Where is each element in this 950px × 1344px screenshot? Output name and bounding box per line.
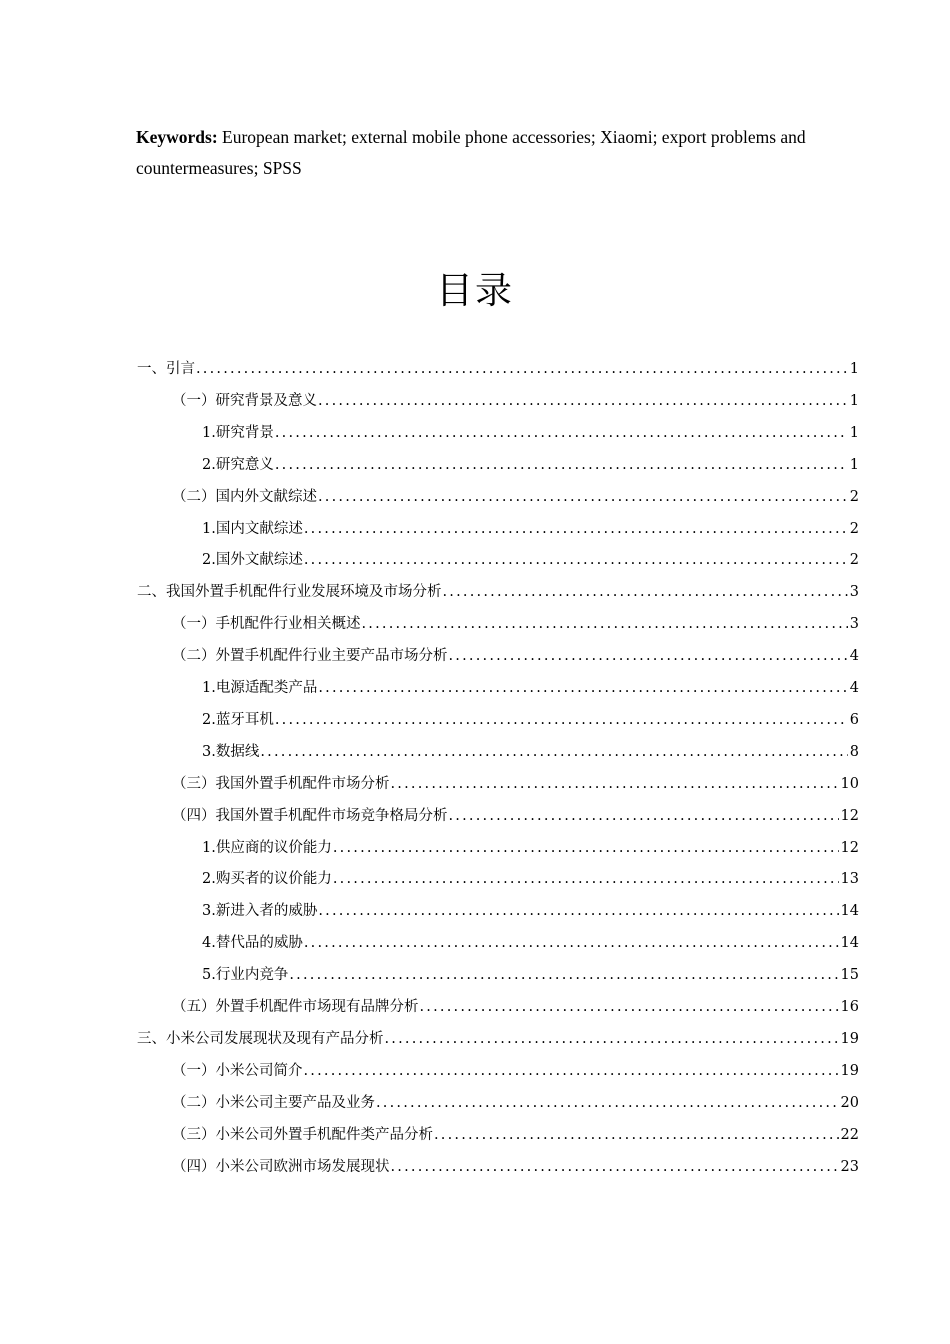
toc-entry[interactable] xyxy=(202,896,859,926)
toc-dot-leader xyxy=(275,450,848,480)
toc-entry-title: 1.国内文献综述 xyxy=(202,520,303,537)
toc-dot-leader xyxy=(318,386,848,416)
toc-page-number: 22 xyxy=(840,1126,859,1143)
toc-entry[interactable] xyxy=(202,673,859,703)
toc-dot-leader xyxy=(304,545,848,575)
keywords-paragraph xyxy=(136,122,846,184)
toc-entry-title: （一）小米公司简介 xyxy=(172,1062,303,1079)
toc-entry[interactable] xyxy=(172,769,859,799)
toc-page-number: 23 xyxy=(840,1158,859,1175)
toc-entry-title: 2.国外文献综述 xyxy=(202,552,303,569)
toc-page-number: 3 xyxy=(849,616,859,633)
toc-page-number: 1 xyxy=(849,392,859,409)
toc-entry[interactable] xyxy=(172,641,859,671)
toc-entry[interactable] xyxy=(202,833,859,863)
toc-page-number: 1 xyxy=(849,361,859,377)
toc-entry[interactable] xyxy=(137,577,859,607)
keywords-label: Keywords: xyxy=(136,127,218,147)
toc-dot-leader xyxy=(304,1056,839,1086)
toc-entry-title: 1.供应商的议价能力 xyxy=(202,839,332,856)
toc-page-number: 4 xyxy=(849,680,859,696)
toc-page-number: 8 xyxy=(849,743,859,760)
toc-entry-title: 一、引言 xyxy=(137,361,195,377)
toc-page-number: 2 xyxy=(849,520,859,537)
toc-dot-leader xyxy=(275,418,848,448)
toc-dot-leader xyxy=(385,1024,839,1054)
toc-entry[interactable] xyxy=(137,1024,859,1054)
toc-entry[interactable] xyxy=(137,354,859,384)
toc-entry[interactable] xyxy=(172,1056,859,1086)
keywords-text: European market; external mobile phone accessories; Xiaomi; export problems and countermeasures; SPSS xyxy=(136,127,806,178)
toc-entry-title: 2.购买者的议价能力 xyxy=(202,871,332,888)
toc-dot-leader xyxy=(289,960,838,990)
toc-page-number: 3 xyxy=(849,584,859,601)
toc-dot-leader xyxy=(333,833,839,863)
toc-dot-leader xyxy=(362,609,848,639)
toc-entry-title: 4.替代品的威胁 xyxy=(202,935,303,952)
toc-entry-title: （四）我国外置手机配件市场竞争格局分析 xyxy=(172,807,448,824)
toc-entry[interactable] xyxy=(202,514,859,544)
toc-entry-title: （五）外置手机配件市场现有品牌分析 xyxy=(172,999,419,1015)
toc-entry[interactable] xyxy=(202,545,859,575)
toc-entry-title: （四）小米公司欧洲市场发展现状 xyxy=(172,1158,390,1175)
toc-dot-leader xyxy=(304,514,848,544)
toc-dot-leader xyxy=(196,354,848,384)
toc-entry[interactable] xyxy=(202,418,859,448)
toc-entry-title: （二）国内外文献综述 xyxy=(172,488,317,505)
toc-dot-leader xyxy=(376,1088,839,1118)
toc-entry[interactable] xyxy=(172,1088,859,1118)
toc-page-number: 19 xyxy=(840,1030,859,1047)
toc-entry-title: （二）外置手机配件行业主要产品市场分析 xyxy=(172,648,448,665)
toc-dot-leader xyxy=(260,737,847,767)
toc-entry-title: 2.研究意义 xyxy=(202,456,274,473)
toc-entry-title: 3.新进入者的威胁 xyxy=(202,903,318,920)
toc-dot-leader xyxy=(449,801,839,831)
toc-dot-leader xyxy=(304,928,839,958)
toc-page-number: 16 xyxy=(840,999,859,1015)
toc-entry-title: （一）研究背景及意义 xyxy=(172,392,317,409)
toc-page-number: 20 xyxy=(840,1094,859,1111)
toc-dot-leader xyxy=(333,864,839,894)
toc-page-number: 1 xyxy=(849,424,859,441)
toc-page-number: 15 xyxy=(840,967,859,984)
toc-entry[interactable] xyxy=(172,992,859,1022)
toc-entry-title: 1.电源适配类产品 xyxy=(202,680,318,696)
toc-page-number: 2 xyxy=(849,552,859,569)
toc-page-number: 12 xyxy=(840,807,859,824)
toc-entry-title: 5.行业内竞争 xyxy=(202,967,289,984)
toc-dot-leader xyxy=(318,673,847,703)
toc-entry[interactable] xyxy=(172,482,859,512)
toc-page-number: 19 xyxy=(840,1062,859,1079)
toc-dot-leader xyxy=(434,1120,839,1150)
toc-page-number: 2 xyxy=(849,488,859,505)
toc-page-number: 4 xyxy=(849,648,859,665)
toc-page-number: 10 xyxy=(840,775,859,792)
toc-page-number: 14 xyxy=(840,903,859,920)
toc-dot-leader xyxy=(443,577,848,607)
toc-dot-leader xyxy=(275,705,848,735)
toc-entry[interactable] xyxy=(202,450,859,480)
toc-dot-leader xyxy=(391,769,839,799)
toc-entry[interactable] xyxy=(172,609,859,639)
toc-entry[interactable] xyxy=(172,1120,859,1150)
toc-dot-leader xyxy=(449,641,848,671)
toc-entry[interactable] xyxy=(172,801,859,831)
toc-entry-title: 二、我国外置手机配件行业发展环境及市场分析 xyxy=(137,584,442,601)
toc-entry-title: （三）小米公司外置手机配件类产品分析 xyxy=(172,1126,433,1143)
toc-entry[interactable] xyxy=(202,864,859,894)
toc-entry[interactable] xyxy=(202,737,859,767)
toc-page-number: 12 xyxy=(840,839,859,856)
toc-title: 目录 xyxy=(436,269,514,312)
toc-entry-title: （二）小米公司主要产品及业务 xyxy=(172,1094,375,1111)
toc-entry-title: （三）我国外置手机配件市场分析 xyxy=(172,775,390,792)
toc-entry-title: （一）手机配件行业相关概述 xyxy=(172,616,361,633)
toc-dot-leader xyxy=(391,1152,839,1182)
toc-entry[interactable] xyxy=(202,705,859,735)
toc-entry[interactable] xyxy=(172,1152,859,1182)
toc-page-number: 6 xyxy=(849,711,859,728)
toc-entry-title: 1.研究背景 xyxy=(202,424,274,441)
toc-dot-leader xyxy=(420,992,839,1022)
toc-page-number: 13 xyxy=(840,871,859,888)
toc-page-number: 1 xyxy=(849,456,859,473)
toc-entry[interactable] xyxy=(202,928,859,958)
toc-dot-leader xyxy=(318,896,838,926)
toc-entry-title: 3.数据线 xyxy=(202,743,260,760)
toc-entry[interactable] xyxy=(172,386,859,416)
toc-dot-leader xyxy=(318,482,848,512)
toc-entry-title: 2.蓝牙耳机 xyxy=(202,711,274,728)
toc-entry[interactable] xyxy=(202,960,859,990)
toc-page-number: 14 xyxy=(840,935,859,952)
toc-entry-title: 三、小米公司发展现状及现有产品分析 xyxy=(137,1030,384,1047)
